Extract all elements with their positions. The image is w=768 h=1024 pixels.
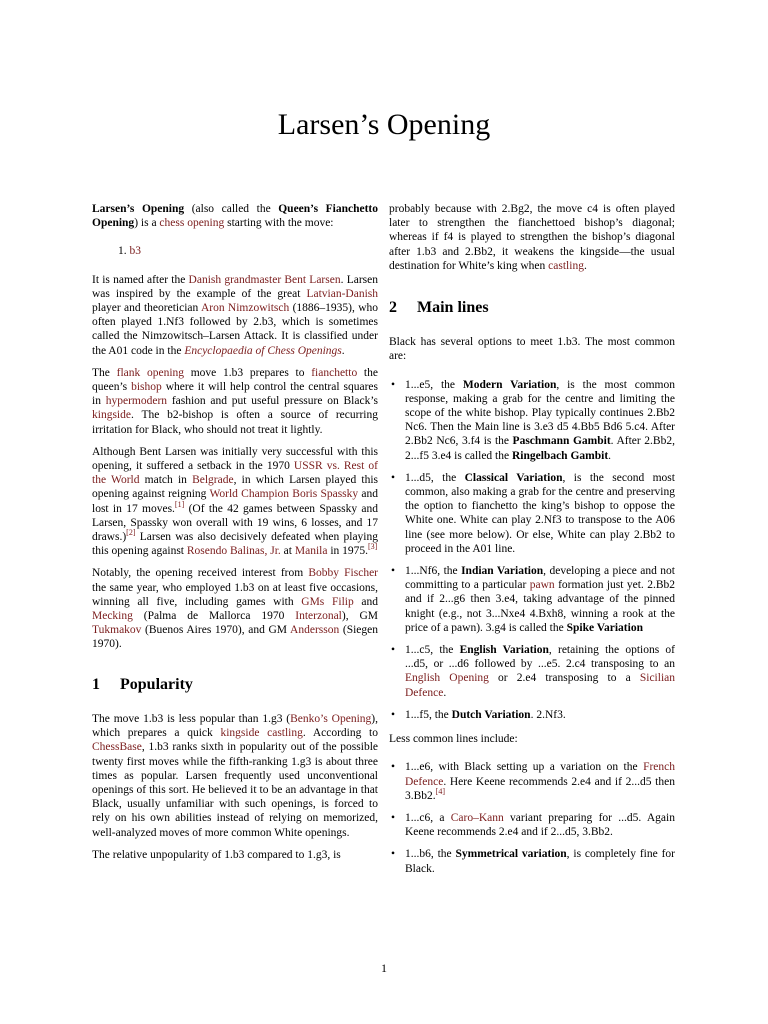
less-common-list	[389, 760, 675, 875]
text: . Larsen was inspired by the example of the great	[92, 273, 378, 300]
text: .	[341, 344, 345, 357]
link-tukmakov[interactable]: Tukmakov	[92, 624, 142, 637]
move-number: 1.	[118, 245, 127, 258]
link-belgrade[interactable]: Belgrade	[192, 474, 234, 487]
text: or 2.e4 transposing to a	[488, 672, 640, 685]
section-number: 1	[92, 675, 100, 693]
link-gms[interactable]: GMs	[301, 595, 325, 608]
list-item	[389, 471, 675, 556]
bold-term: Dutch Variation	[451, 708, 531, 721]
bold-term: Queen’s Fianchetto Opening	[92, 203, 378, 230]
list-item	[389, 847, 675, 875]
link-pawn[interactable]: pawn	[529, 579, 555, 592]
bold-term: Classical Variation	[464, 471, 563, 484]
list-item	[389, 378, 675, 463]
text: match in	[139, 474, 193, 487]
left-column	[92, 202, 378, 870]
link-benkos-opening[interactable]: Benko’s Opening	[290, 712, 372, 725]
text: (Of the 42 games between Spassky and Larsen, Spassky won overall with 19 wins, 6 losses, and 17 draws.)	[92, 502, 378, 544]
text: the queen’s	[92, 366, 378, 394]
list-item	[389, 760, 675, 803]
main-lines-list	[389, 378, 675, 722]
link-latvian-danish[interactable]: Latvian-Danish	[306, 287, 378, 300]
link-caro-kann[interactable]: Caro–Kann	[450, 811, 504, 824]
text: .	[608, 449, 612, 462]
text: fashion and put useful pressure on Black’s	[167, 395, 378, 408]
section-number: 2	[389, 299, 397, 317]
text: It is named after the	[92, 273, 189, 286]
text	[324, 596, 332, 608]
text: move 1.b3 prepares to	[184, 366, 312, 379]
bold-term: Paschmann Gambit	[512, 435, 611, 448]
list-item	[389, 811, 675, 839]
text: 1...d5, the	[405, 471, 465, 484]
reference-1[interactable]: [1]	[174, 499, 185, 509]
reference-4[interactable]: [4]	[435, 786, 445, 796]
link-bobby-fischer[interactable]: Bobby Fischer	[308, 567, 379, 580]
text: 1...c5, the	[405, 644, 460, 657]
text: , is completely fine for Black.	[405, 848, 675, 875]
right-column	[389, 202, 675, 884]
link-kingside-castling[interactable]: kingside castling	[220, 727, 303, 740]
link-andersson[interactable]: Andersson	[290, 624, 340, 637]
link-mecking[interactable]: Mecking	[92, 610, 133, 623]
paragraph-strategy	[92, 366, 378, 437]
link-bent-larsen[interactable]: Danish grandmaster Bent Larsen	[188, 273, 341, 286]
text: (1886–1935), who often played 1.Nf3 followed by 2.b3, which is sometimes called the Nimzowitsch–Larsen Attack. It is classified under the A01 code in the	[92, 302, 379, 357]
text: . Here Keene recommends 2.e4 and if 2...d5 then 3.Bb2.	[405, 775, 675, 802]
text: The	[92, 366, 117, 379]
text: 1...c6, a	[405, 811, 451, 824]
text: Notably, the opening received interest from	[92, 567, 309, 580]
text: 1...Nf6, the	[405, 565, 462, 578]
text: . 2.Nf3.	[530, 708, 566, 721]
text: , in which Larsen played this opening against reigning	[92, 474, 378, 501]
text: , developing a piece and not committing to a particular	[405, 565, 675, 592]
text: . According to	[302, 727, 378, 740]
less-common-label: Less common lines include:	[389, 733, 518, 746]
link-boris-spassky[interactable]: World Champion Boris Spassky	[209, 488, 359, 501]
section-title: Popularity	[120, 675, 193, 693]
link-flank-opening[interactable]: flank opening	[116, 366, 185, 379]
list-item	[389, 643, 675, 700]
text: Although Bent Larsen was initially very successful with this opening, it suffered a setback in the 1970	[92, 445, 378, 473]
text: the same year, who employed 1.b3 on at least five occasions, winning all five, including games with	[92, 581, 378, 608]
text: in 1975.	[327, 545, 369, 558]
list-item	[389, 564, 675, 635]
text: 1...e6, with Black setting up a variation on the	[405, 761, 644, 774]
link-fianchetto[interactable]: fianchetto	[311, 366, 358, 379]
paragraph-unpopularity: The relative unpopularity of 1.b3 compared to 1.g3, is	[92, 848, 341, 861]
reference-2[interactable]: [2]	[126, 528, 136, 538]
text: , retaining the options of ...d5, or ...d6 followed by ...e5. 2.c4 transposing to an	[405, 644, 676, 671]
text: ) is a	[134, 217, 160, 230]
section-heading-main-lines	[389, 301, 675, 315]
link-chessbase[interactable]: ChessBase	[92, 741, 142, 754]
page-title: Larsen’s Opening	[277, 108, 491, 141]
text: formation just yet. 2.Bb2 and if 2...g6 then 3.e4, taking advantage of the pinned knight (e.g., not 3...Nxe4 4.Bxh8, winning a rook at the price of a pawn). 3.g4 is called the	[405, 579, 675, 634]
link-chess-opening[interactable]: chess opening	[159, 217, 225, 230]
link-castling[interactable]: castling	[548, 259, 584, 272]
text: , 1.b3 ranks sixth in popularity out of the possible twenty first moves while the fifth-ranking 1.g3 is about three times as popular. Larsen frequently used unconventional openings of this sort. He believed it to be an advantage in that Black, usually unfamiliar with such openings, is forced to rely on his own abilities instead of relying on memorized, well-analyzed moves of more common White openings.	[92, 741, 378, 839]
text: where it will help control the central squares in	[92, 381, 378, 408]
page-number: 1	[381, 961, 387, 975]
link-hypermodern[interactable]: hypermodern	[105, 395, 168, 408]
text: . The b2-bishop is often a source of recurring irritation for Black, who should not treat it lightly.	[92, 409, 378, 436]
text: 1...e5, the	[405, 378, 463, 391]
text: and	[353, 595, 379, 608]
text: 1...f5, the	[405, 708, 452, 721]
text: (Siegen 1970).	[92, 624, 378, 651]
link-rosendo-balinas[interactable]: Rosendo Balinas, Jr.	[186, 545, 281, 558]
link-manila[interactable]: Manila	[294, 545, 328, 558]
paragraph-history	[92, 445, 378, 559]
bold-term: Spike Variation	[566, 621, 643, 634]
intro-paragraph	[92, 202, 378, 230]
text: probably because with 2.Bg2, the move c4 is often played later to strengthen the fianchettoed bishop’s diagonal; whereas if f4 is played to strengthen the bishop’s diagonal after 1.b3 and 2.Bb2, it weakens the kingside—the usual destination for White’s king when	[389, 203, 675, 272]
text: starting with the move:	[224, 217, 334, 230]
text: and lost in 17 moves.	[92, 488, 378, 515]
opening-move	[118, 244, 378, 258]
link-encyclopaedia[interactable]: Encyclopaedia of Chess Openings	[184, 344, 342, 357]
text: .	[583, 259, 587, 272]
paragraph-origin	[92, 273, 378, 358]
bold-term: Symmetrical variation	[455, 848, 567, 861]
text: ), which prepares a quick	[92, 712, 378, 740]
link-english-opening[interactable]: English Opening	[405, 672, 489, 685]
link-ussr-vs-world[interactable]: USSR vs. Rest of the World	[92, 460, 378, 487]
bold-term: English Variation	[459, 644, 549, 657]
link-sicilian-defence[interactable]: Sicilian Defence	[405, 672, 675, 699]
text: ), GM	[341, 610, 378, 623]
link-interzonal[interactable]: Interzonal	[295, 610, 342, 623]
bold-term: Ringelbach Gambit	[511, 449, 609, 462]
text: . After 2.Bb2, 2...f5 3.e4 is called the	[405, 435, 675, 462]
text: The move 1.b3 is less popular than 1.g3 (	[92, 712, 291, 725]
section-title: Main lines	[417, 299, 489, 317]
text: .	[443, 686, 447, 699]
text: variant preparing for ...d5. Again Keene recommends 2.e4 and if 2...d5, 3.Bb2.	[405, 811, 675, 839]
text: 1...b6, the	[405, 848, 456, 861]
main-lines-intro: Black has several options to meet 1.b3. The most common are:	[389, 336, 675, 363]
bold-term: Modern Variation	[462, 378, 557, 391]
link-aron-nimzowitsch[interactable]: Aron Nimzowitsch	[200, 302, 290, 315]
link-french-defence[interactable]: French Defence	[405, 761, 675, 788]
link-filip[interactable]: Filip	[331, 595, 354, 608]
section-heading-popularity	[92, 675, 378, 693]
text: (also called the	[184, 203, 279, 215]
reference-3[interactable]: [3]	[368, 542, 378, 552]
paragraph-fischer	[92, 566, 378, 651]
paragraph-popularity	[92, 712, 378, 840]
link-bishop[interactable]: bishop	[131, 381, 162, 394]
text: (Palma de Mallorca 1970	[132, 610, 296, 623]
text: , is the most common response, making a grab for the centre and limiting the scope of the white bishop. Play typically continues 2.Bb2 Nc6. Then the Main line is 3.e3 d5 4.Bb5 Bd6 5.c4. After 2.Bb2 Nc6, 3.f4 is the	[405, 378, 675, 448]
bold-term: Larsen’s Opening	[92, 203, 185, 215]
bold-term: Indian Variation	[461, 565, 544, 578]
text: Larsen was also decisively defeated when playing this opening against	[92, 531, 378, 558]
list-item	[389, 708, 675, 722]
text: , is the second most common, also making a grab for the centre and preserving the option to fianchetto the king’s bishop to oppose the White one. White can play 2.Nf3 to transpose to the A06 line (see more below). Or else, White can play 2.Bb2 to proceed in the A01 line.	[405, 471, 675, 555]
text: player and theoretician	[92, 302, 201, 315]
text: (Buenos Aires 1970), and GM	[141, 624, 291, 637]
text: at	[280, 545, 295, 558]
link-kingside[interactable]: kingside	[92, 409, 131, 422]
link-b3[interactable]: b3	[129, 245, 141, 258]
paragraph-continued	[389, 202, 675, 273]
